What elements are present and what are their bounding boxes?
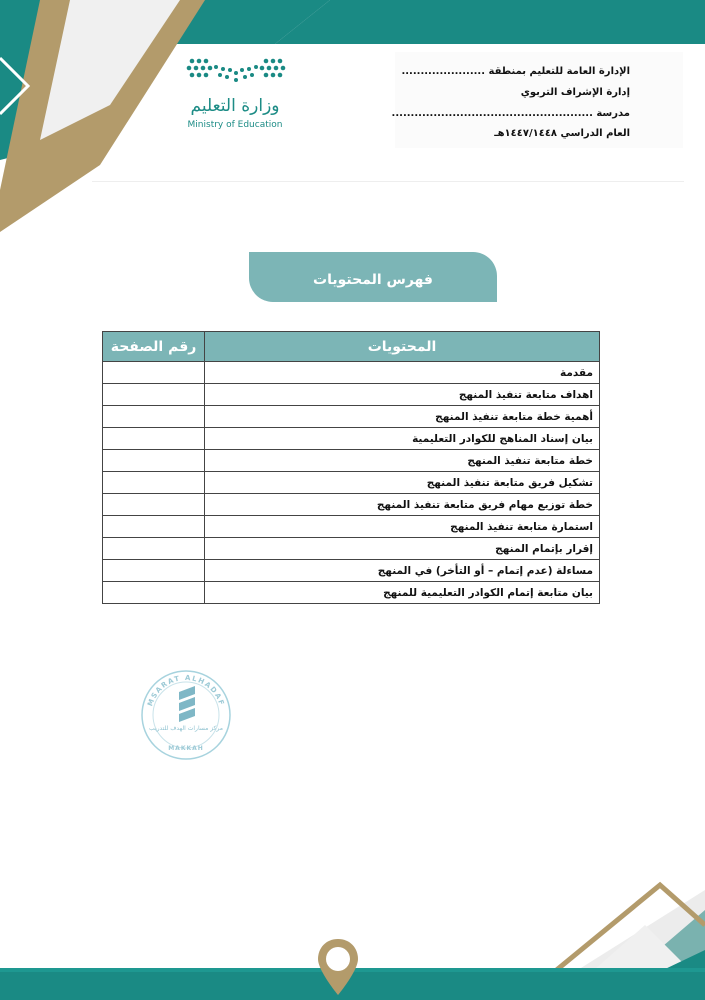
table-row [103, 406, 600, 428]
table-row [103, 362, 600, 384]
toc-table [102, 331, 600, 604]
stamp-bottom-text: MAKKAH [168, 745, 204, 752]
toc-item: مقدمة [205, 362, 600, 384]
toc-page-cell [103, 362, 205, 384]
toc-page-cell [103, 560, 205, 582]
toc-item: بيان متابعة إتمام الكوادر التعليمية للمنهج [205, 582, 600, 604]
toc-title: فهرس المحتويات [313, 272, 433, 288]
toc-item: خطة متابعة تنفيذ المنهج [205, 450, 600, 472]
toc-page-cell [103, 384, 205, 406]
header-region-line: الإدارة العامة للتعليم بمنطقة ...................... [401, 66, 630, 77]
header-school-line: مدرسة ..................................................... [391, 108, 630, 119]
stamp-top-text: MSARAT ALHADAF [146, 673, 226, 708]
table-row [103, 450, 600, 472]
toc-page-cell [103, 538, 205, 560]
toc-item: أهمية خطة متابعة تنفيذ المنهج [205, 406, 600, 428]
toc-header-contents: المحتويات [205, 332, 600, 362]
toc-page-cell [103, 472, 205, 494]
toc-item: تشكيل فريق متابعة تنفيذ المنهج [205, 472, 600, 494]
toc-item: إقرار بإتمام المنهج [205, 538, 600, 560]
toc-item: مساءلة (عدم إتمام – أو التأخر) في المنهج [205, 560, 600, 582]
watermark-stamp [137, 670, 235, 760]
toc-item: خطة توزيع مهام فريق متابعة تنفيذ المنهج [205, 494, 600, 516]
ministry-name-english: Ministry of Education [187, 120, 283, 130]
toc-item: استمارة متابعة تنفيذ المنهج [205, 516, 600, 538]
toc-page-cell [103, 406, 205, 428]
toc-page-cell [103, 494, 205, 516]
toc-item: اهداف متابعة تنفيذ المنهج [205, 384, 600, 406]
toc-page-cell [103, 428, 205, 450]
table-row [103, 494, 600, 516]
toc-header-row [103, 332, 600, 362]
header-supervision-line: إدارة الإشراف التربوي [520, 87, 630, 98]
toc-page-cell [103, 516, 205, 538]
stamp-middle-text: مركز مسارات الهدف للتدريب [149, 725, 223, 732]
header-divider [92, 181, 684, 182]
toc-item: بيان إسناد المناهج للكوادر التعليمية [205, 428, 600, 450]
toc-header-page-number: رقم الصفحة [103, 332, 205, 362]
table-row [103, 560, 600, 582]
table-row [103, 428, 600, 450]
location-pin-icon [316, 937, 360, 997]
table-row [103, 472, 600, 494]
table-row [103, 582, 600, 604]
ministry-name-arabic: وزارة التعليم [190, 96, 280, 116]
header-year-line: العام الدراسي ١٤٤٧/١٤٤٨هـ [494, 128, 630, 139]
toc-page-cell [103, 582, 205, 604]
table-row [103, 516, 600, 538]
toc-page-cell [103, 450, 205, 472]
table-row [103, 538, 600, 560]
table-row [103, 384, 600, 406]
